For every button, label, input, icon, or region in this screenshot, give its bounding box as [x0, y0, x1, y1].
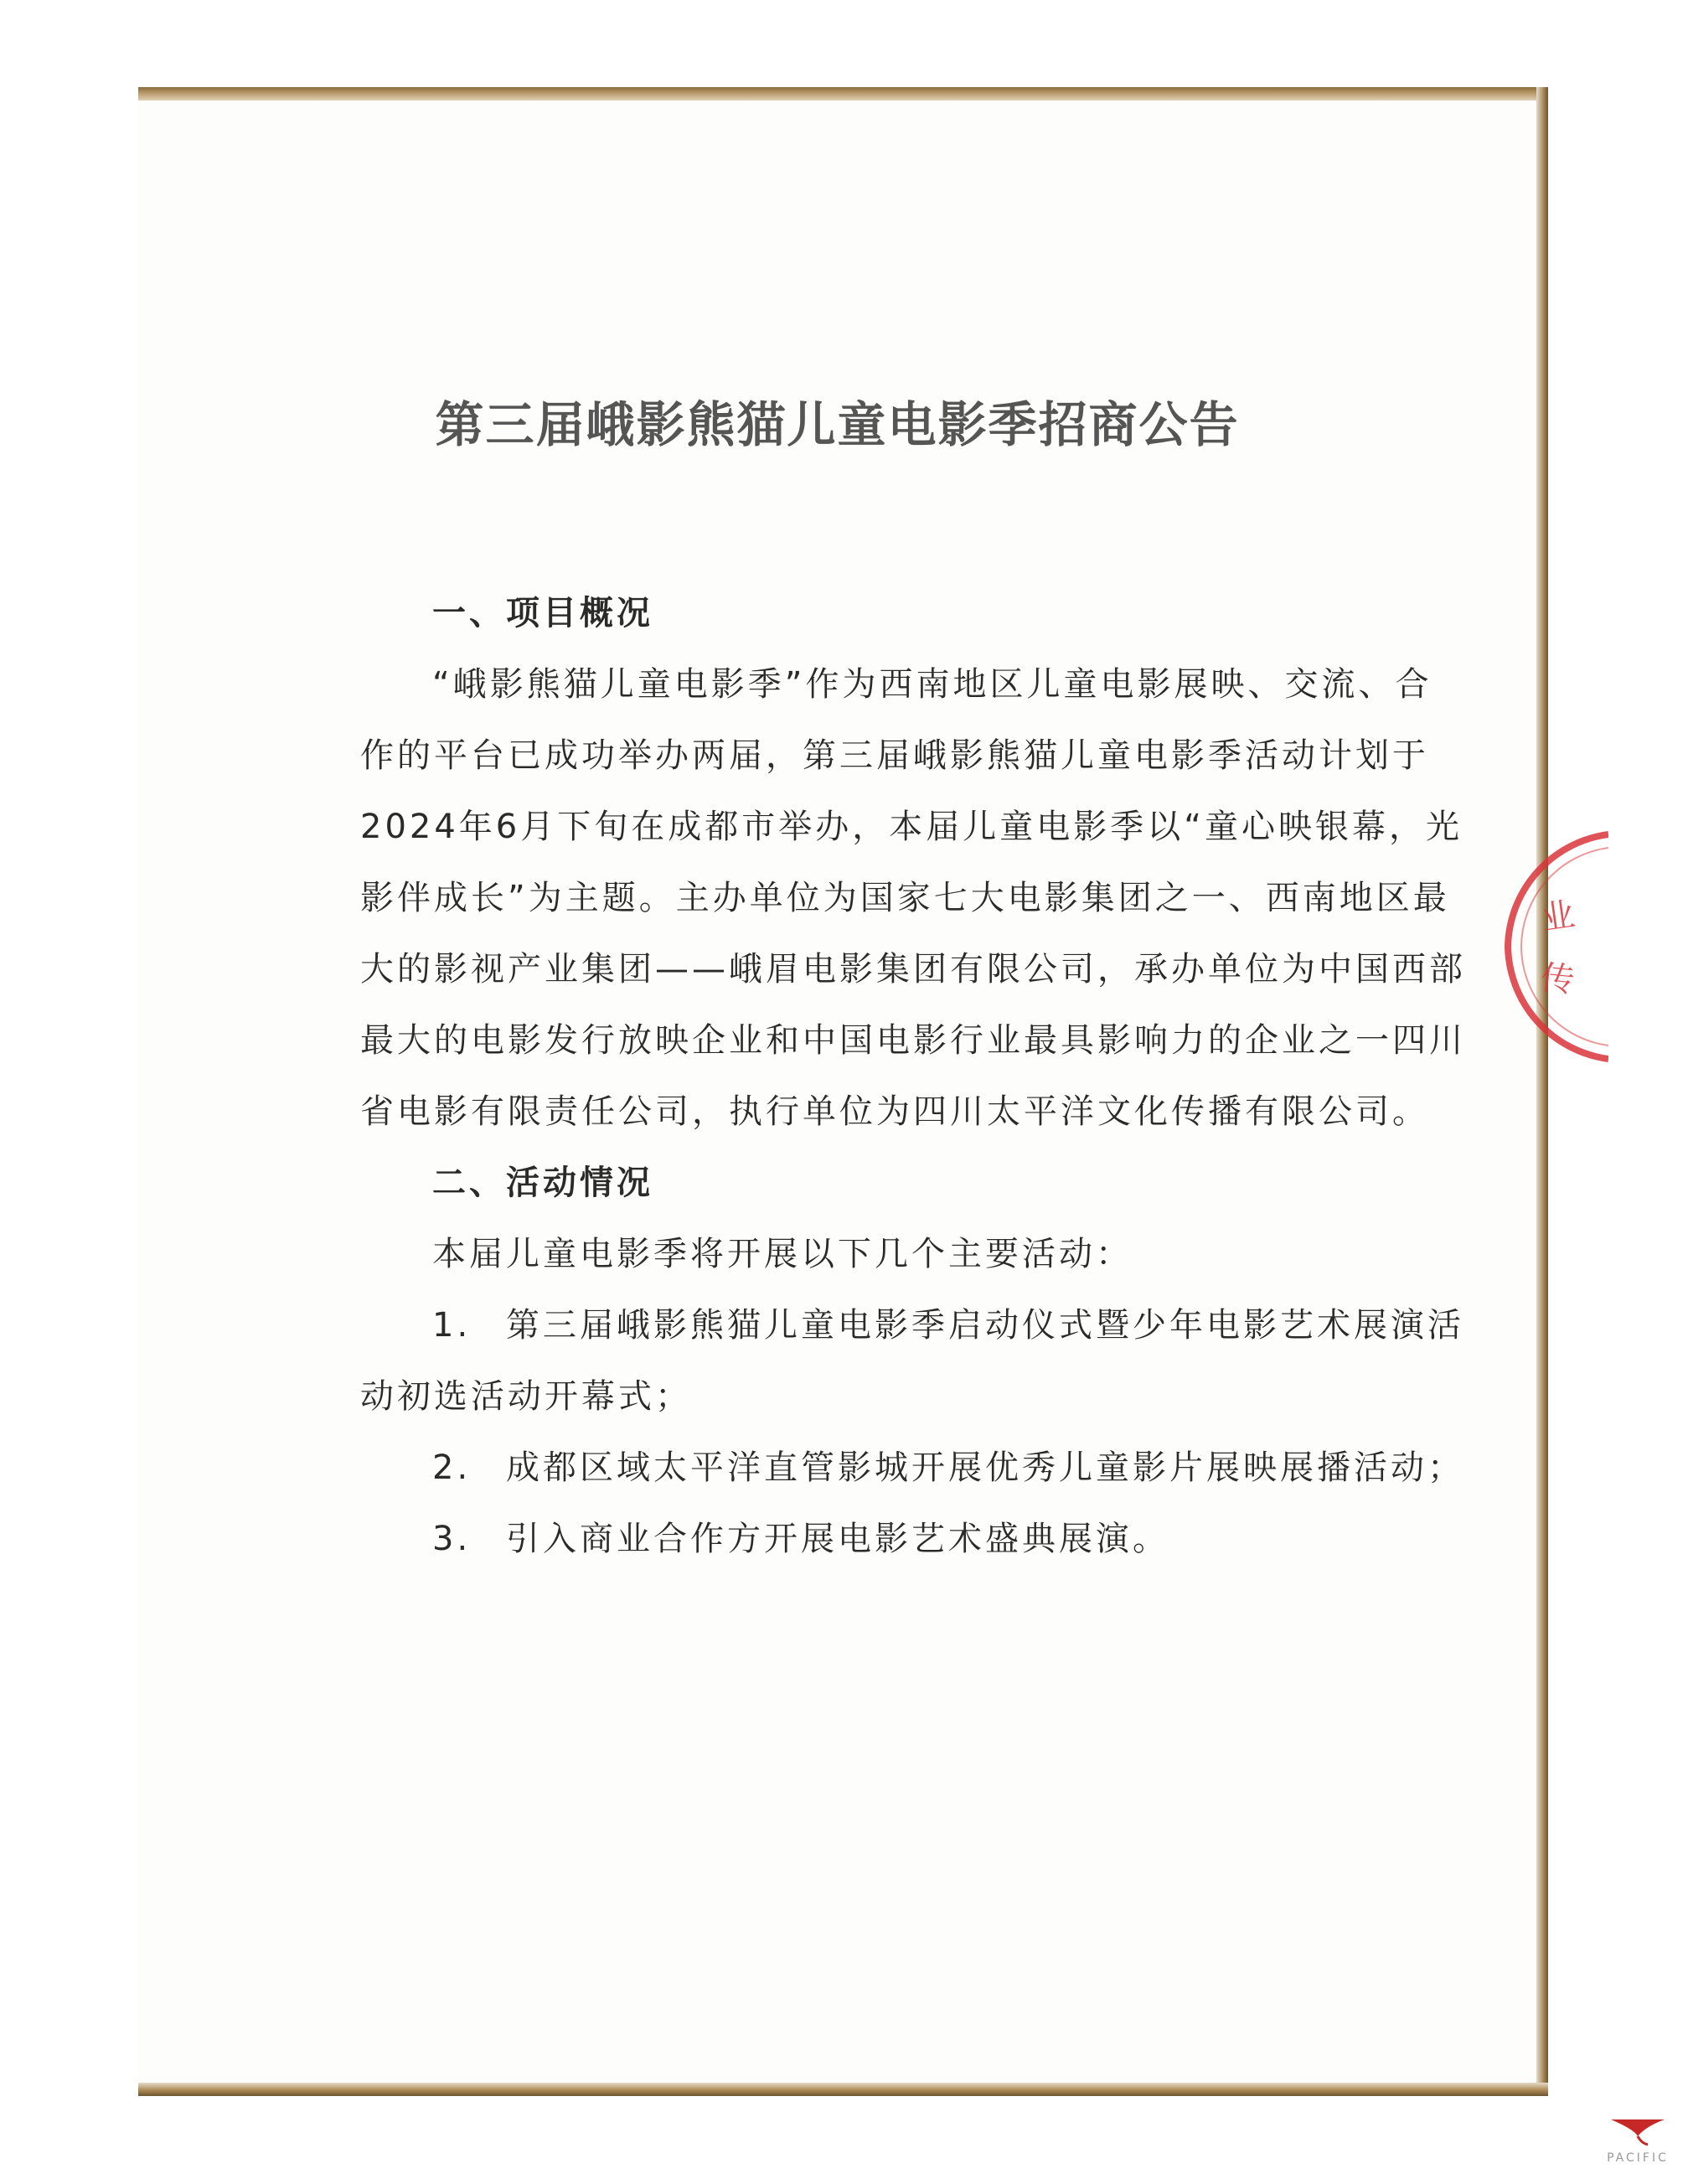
list-item-text: 引入商业合作方开展电影艺术盛典展演。 [506, 1520, 1169, 1558]
list-item-number: 1. [432, 1306, 472, 1345]
list-item [360, 1504, 1466, 1575]
list-item-text: 成都区域太平洋直管影城开展优秀儿童影片展映展播活动； [506, 1448, 1464, 1487]
section1-heading: 一、项目概况 [432, 594, 653, 632]
section1-paragraph: “峨影熊猫儿童电影季”作为西南地区儿童电影展映、交流、合作的平台已成功举办两届，第三届峨影熊猫儿童电影季活动计划于2024年6月下旬在成都市举办，本届儿童电影季以“童心映银幕，光影伴成长”为主题。主办单位为国家七大电影集团之一、西南地区最大的影视产业集团——峨眉电影集团有限公司，承办单位为中国西部最大的电影发行放映企业和中国电影行业最具影响力的企业之一四川省电影有限责任公司，执行单位为四川太平洋文化传播有限公司。 [360, 665, 1466, 1131]
section2-intro: 本届儿童电影季将开展以下几个主要活动： [432, 1235, 1133, 1273]
list-item [360, 1433, 1466, 1504]
page-edge-bottom [138, 2083, 1548, 2096]
document-title: 第三届峨影熊猫儿童电影季招商公告 [435, 396, 1240, 453]
pacific-logo-icon [1596, 2111, 1680, 2150]
section2-heading: 二、活动情况 [432, 1164, 653, 1202]
svg-text:传: 传 [1538, 958, 1577, 1001]
page-edge-right [1536, 87, 1548, 2094]
document-body [360, 578, 1466, 1575]
logo-text: PACIFIC [1607, 2151, 1669, 2165]
document-page [138, 101, 1536, 2083]
list-item-text: 第三届峨影熊猫儿童电影季启动仪式暨少年电影艺术展演活动初选活动开幕式； [360, 1306, 1464, 1416]
pacific-logo [1596, 2111, 1680, 2178]
list-item-number: 2. [432, 1448, 472, 1487]
svg-text:业: 业 [1538, 895, 1578, 938]
list-item [360, 1290, 1466, 1433]
list-item-number: 3. [432, 1520, 472, 1558]
